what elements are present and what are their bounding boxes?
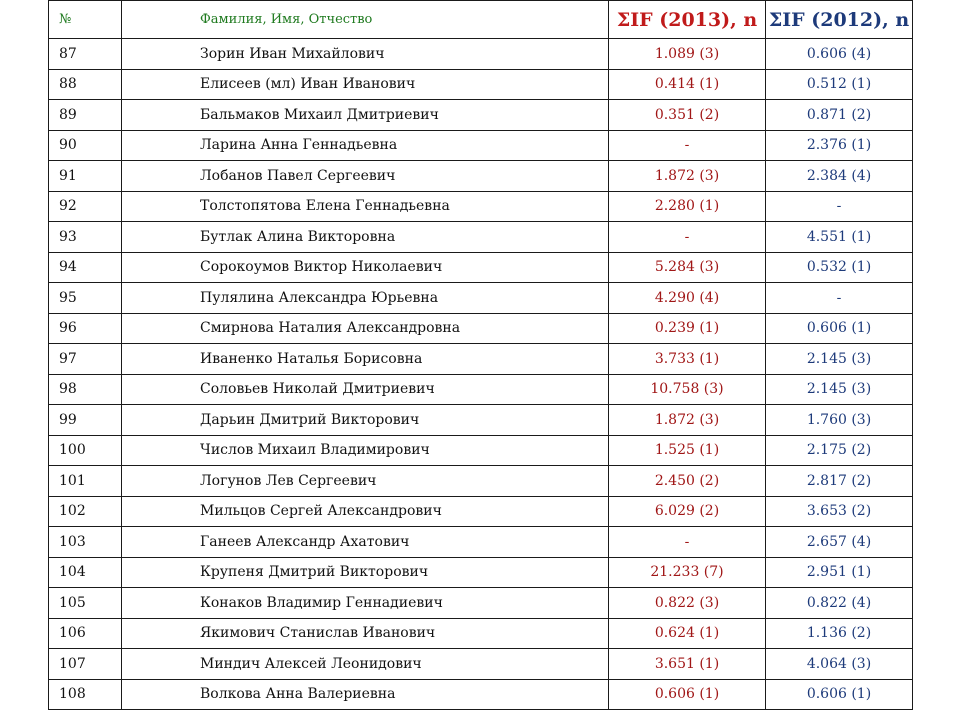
row-number: 104	[49, 557, 122, 588]
row-full-name: Мильцов Сергей Александрович	[122, 496, 609, 527]
row-if-2013: 5.284 (3)	[609, 252, 766, 283]
row-if-2012: 2.817 (2)	[766, 466, 913, 497]
row-full-name: Смирнова Наталия Александровна	[122, 313, 609, 344]
header-full-name: Фамилия, Имя, Отчество	[122, 1, 609, 39]
table-row	[49, 191, 913, 222]
row-if-2012: 0.606 (4)	[766, 39, 913, 70]
table-row	[49, 618, 913, 649]
row-number: 94	[49, 252, 122, 283]
impact-factor-table	[48, 0, 913, 710]
row-if-2012: 2.175 (2)	[766, 435, 913, 466]
row-full-name: Ганеев Александр Ахатович	[122, 527, 609, 558]
table-row	[49, 435, 913, 466]
row-if-2012: 2.951 (1)	[766, 557, 913, 588]
row-if-2013: 0.239 (1)	[609, 313, 766, 344]
row-full-name: Бальмаков Михаил Дмитриевич	[122, 100, 609, 131]
table-row	[49, 496, 913, 527]
row-full-name: Соловьев Николай Дмитриевич	[122, 374, 609, 405]
row-number: 96	[49, 313, 122, 344]
table-row	[49, 69, 913, 100]
row-if-2013: 1.872 (3)	[609, 405, 766, 436]
table-row	[49, 466, 913, 497]
row-if-2013: -	[609, 130, 766, 161]
row-if-2012: 0.606 (1)	[766, 679, 913, 710]
row-number: 99	[49, 405, 122, 436]
row-number: 105	[49, 588, 122, 619]
row-number: 101	[49, 466, 122, 497]
row-if-2013: 10.758 (3)	[609, 374, 766, 405]
table-row	[49, 39, 913, 70]
row-full-name: Иваненко Наталья Борисовна	[122, 344, 609, 375]
row-full-name: Сорокоумов Виктор Николаевич	[122, 252, 609, 283]
table-row	[49, 588, 913, 619]
row-if-2013: 1.872 (3)	[609, 161, 766, 192]
row-full-name: Лобанов Павел Сергеевич	[122, 161, 609, 192]
row-full-name: Конаков Владимир Геннадиевич	[122, 588, 609, 619]
row-if-2013: 3.651 (1)	[609, 649, 766, 680]
row-if-2013: 4.290 (4)	[609, 283, 766, 314]
table-header	[49, 1, 913, 39]
row-if-2013: 21.233 (7)	[609, 557, 766, 588]
row-full-name: Зорин Иван Михайлович	[122, 39, 609, 70]
row-number: 95	[49, 283, 122, 314]
row-if-2013: 3.733 (1)	[609, 344, 766, 375]
row-if-2013: 0.624 (1)	[609, 618, 766, 649]
row-full-name: Елисеев (мл) Иван Иванович	[122, 69, 609, 100]
row-if-2013: -	[609, 222, 766, 253]
row-if-2012: 0.512 (1)	[766, 69, 913, 100]
row-if-2012: 2.657 (4)	[766, 527, 913, 558]
row-number: 100	[49, 435, 122, 466]
row-if-2012: 4.064 (3)	[766, 649, 913, 680]
ranking-page	[48, 0, 912, 720]
row-if-2012: 4.551 (1)	[766, 222, 913, 253]
row-if-2013: 0.414 (1)	[609, 69, 766, 100]
row-number: 91	[49, 161, 122, 192]
row-number: 102	[49, 496, 122, 527]
table-body	[49, 39, 913, 710]
table-row	[49, 161, 913, 192]
row-number: 87	[49, 39, 122, 70]
row-if-2012: -	[766, 191, 913, 222]
row-number: 108	[49, 679, 122, 710]
row-if-2012: 2.384 (4)	[766, 161, 913, 192]
row-full-name: Крупеня Дмитрий Викторович	[122, 557, 609, 588]
row-full-name: Пулялина Александра Юрьевна	[122, 283, 609, 314]
row-if-2013: 1.525 (1)	[609, 435, 766, 466]
row-if-2013: 0.351 (2)	[609, 100, 766, 131]
row-if-2013: 6.029 (2)	[609, 496, 766, 527]
row-full-name: Волкова Анна Валериевна	[122, 679, 609, 710]
row-if-2012: -	[766, 283, 913, 314]
table-row	[49, 527, 913, 558]
row-number: 97	[49, 344, 122, 375]
table-row	[49, 679, 913, 710]
header-row	[49, 1, 913, 39]
row-if-2013: 2.280 (1)	[609, 191, 766, 222]
row-if-2012: 1.760 (3)	[766, 405, 913, 436]
table-row	[49, 374, 913, 405]
table-row	[49, 313, 913, 344]
row-if-2012: 2.145 (3)	[766, 374, 913, 405]
table-row	[49, 100, 913, 131]
row-if-2012: 2.376 (1)	[766, 130, 913, 161]
row-full-name: Ларина Анна Геннадьевна	[122, 130, 609, 161]
row-if-2013: 2.450 (2)	[609, 466, 766, 497]
row-full-name: Миндич Алексей Леонидович	[122, 649, 609, 680]
row-full-name: Логунов Лев Сергеевич	[122, 466, 609, 497]
row-if-2013: 1.089 (3)	[609, 39, 766, 70]
row-if-2012: 0.871 (2)	[766, 100, 913, 131]
table-row	[49, 649, 913, 680]
row-number: 107	[49, 649, 122, 680]
table-row	[49, 130, 913, 161]
row-full-name: Якимович Станислав Иванович	[122, 618, 609, 649]
header-if-2012: ΣIF (2012), n	[766, 1, 913, 39]
table-row	[49, 405, 913, 436]
row-if-2013: 0.606 (1)	[609, 679, 766, 710]
table-row	[49, 283, 913, 314]
row-number: 93	[49, 222, 122, 253]
row-number: 88	[49, 69, 122, 100]
row-if-2012: 0.606 (1)	[766, 313, 913, 344]
row-if-2012: 0.532 (1)	[766, 252, 913, 283]
header-number: №	[49, 1, 122, 39]
row-number: 98	[49, 374, 122, 405]
row-number: 89	[49, 100, 122, 131]
table-row	[49, 252, 913, 283]
row-if-2012: 0.822 (4)	[766, 588, 913, 619]
table-row	[49, 557, 913, 588]
table-row	[49, 344, 913, 375]
row-if-2012: 1.136 (2)	[766, 618, 913, 649]
row-number: 106	[49, 618, 122, 649]
row-full-name: Бутлак Алина Викторовна	[122, 222, 609, 253]
table-row	[49, 222, 913, 253]
row-if-2013: -	[609, 527, 766, 558]
row-full-name: Дарьин Дмитрий Викторович	[122, 405, 609, 436]
header-if-2013: ΣIF (2013), n	[609, 1, 766, 39]
row-if-2012: 3.653 (2)	[766, 496, 913, 527]
row-number: 92	[49, 191, 122, 222]
row-full-name: Толстопятова Елена Геннадьевна	[122, 191, 609, 222]
row-number: 90	[49, 130, 122, 161]
row-if-2013: 0.822 (3)	[609, 588, 766, 619]
row-number: 103	[49, 527, 122, 558]
row-full-name: Числов Михаил Владимирович	[122, 435, 609, 466]
row-if-2012: 2.145 (3)	[766, 344, 913, 375]
